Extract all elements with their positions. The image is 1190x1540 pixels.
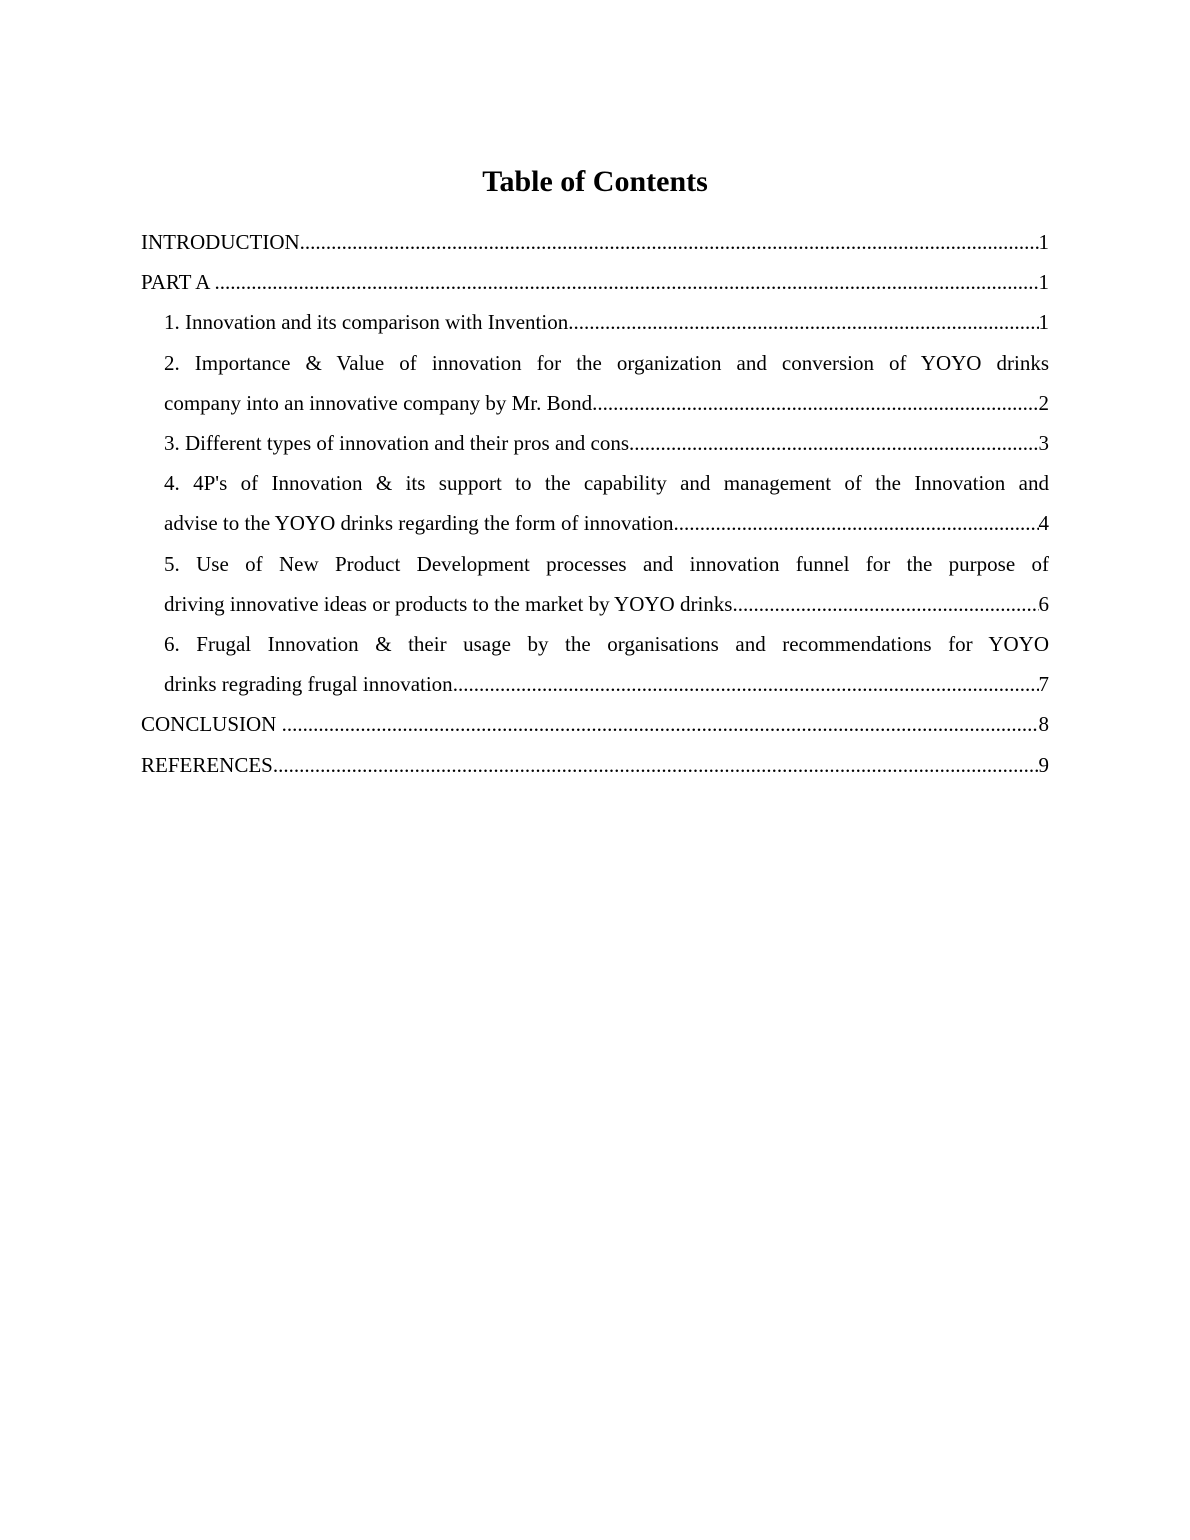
toc-entry-text: REFERENCES <box>141 752 273 777</box>
toc-entry-text-line-2: driving innovative ideas or products to the market by YOYO drinks <box>164 591 733 616</box>
dot-leader <box>568 302 1038 342</box>
dot-leader <box>629 423 1038 463</box>
toc-title: Table of Contents <box>482 165 708 198</box>
toc-page-number: 6 <box>1038 591 1049 616</box>
dot-leader <box>592 383 1038 423</box>
dot-leader <box>214 262 1038 302</box>
dot-leader <box>282 704 1039 744</box>
toc-entry-text-line-1: 5. Use of New Product Development processes and innovation funnel for the purpose of <box>164 551 1049 576</box>
toc-page-number: 1 <box>1038 310 1049 335</box>
dot-leader <box>732 584 1038 624</box>
toc-entry-section-3[interactable] <box>141 423 1049 463</box>
dot-leader <box>300 222 1039 262</box>
toc-entry-text-line-1: 2. Importance & Value of innovation for the organization and conversion of YOYO drinks <box>164 350 1049 375</box>
toc-page-number: 9 <box>1038 752 1049 777</box>
toc-entry-references[interactable] <box>141 745 1049 785</box>
dot-leader <box>453 664 1039 704</box>
dot-leader <box>674 503 1039 543</box>
toc-page-number: 3 <box>1038 431 1049 456</box>
toc-entry-conclusion[interactable] <box>141 704 1049 744</box>
toc-entry-part-a[interactable] <box>141 262 1049 302</box>
toc-entry-text: 1. Innovation and its comparison with Invention <box>164 310 569 335</box>
toc-page-number: 4 <box>1038 511 1049 536</box>
toc-entry-text-line-2: company into an innovative company by Mr. Bond <box>164 390 593 415</box>
toc-entry-introduction[interactable] <box>141 222 1049 262</box>
toc-entry-text-line-1: 4. 4P's of Innovation & its support to the capability and management of the Innovation and <box>164 471 1049 496</box>
toc-page-number: 1 <box>1038 230 1049 254</box>
toc-entry-text-line-1: 6. Frugal Innovation & their usage by the organisations and recommendations for YOYO <box>164 632 1049 657</box>
toc-page-number: 7 <box>1038 672 1049 697</box>
toc-entry-text: PART A <box>141 270 215 295</box>
toc-entry-text: 3. Different types of innovation and their pros and cons <box>164 431 630 456</box>
toc-entry-section-1[interactable] <box>141 302 1049 342</box>
toc-entry-text-line-2: advise to the YOYO drinks regarding the form of innovation <box>164 511 674 536</box>
toc-entry-section-4[interactable] <box>141 463 1049 543</box>
toc-entry-text: INTRODUCTION <box>141 230 300 254</box>
toc-page-number: 1 <box>1038 270 1049 295</box>
toc-entry-section-2[interactable] <box>141 343 1049 423</box>
toc-page-number: 8 <box>1038 712 1049 737</box>
toc-entry-text-line-2: drinks regrading frugal innovation <box>164 672 453 697</box>
dot-leader <box>273 745 1039 785</box>
toc-list <box>141 222 1049 785</box>
toc-page-number: 2 <box>1038 390 1049 415</box>
toc-entry-text: CONCLUSION <box>141 712 282 737</box>
toc-entry-section-5[interactable] <box>141 544 1049 624</box>
toc-entry-section-6[interactable] <box>141 624 1049 704</box>
